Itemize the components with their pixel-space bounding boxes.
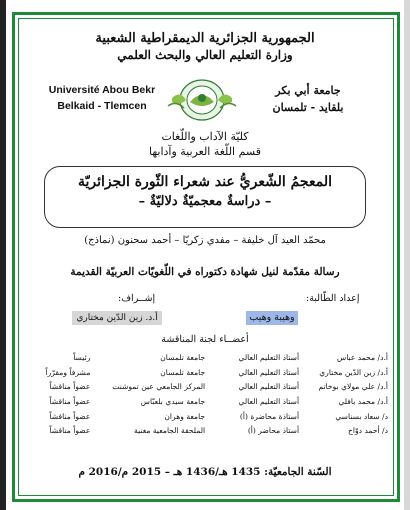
table-row — [20, 394, 390, 409]
table-row — [20, 365, 390, 380]
thesis-poets: محمّد العيد آل خليفة – مفدي زكريّا – أحمد سحنون (نماذج) — [84, 235, 326, 246]
university-name-ar-line2: بلقايد - تلمسان — [272, 101, 344, 114]
academic-year: السّنة الجامعيّة: 1435 هـ/1436 هـ – 2015 م/2016 م — [78, 466, 332, 478]
university-name-fr-line1: Université Abou Bekr — [48, 84, 156, 96]
jury-member-rank: أستاذ التعليم العالي — [238, 382, 300, 392]
jury-member-rank: أستاذ التعليم العالي — [238, 367, 300, 377]
jury-member-rank: أستاذ محاضر (أ) — [247, 426, 300, 436]
faculty-name: كليّة الآداب واللّغات — [161, 130, 249, 143]
jury-member-rank: أستاذ التعليم العالي — [238, 396, 300, 406]
supervisor-label: إشــراف: — [118, 293, 156, 304]
jury-member-institution: الملحقة الجامعية مغنية — [134, 426, 206, 436]
table-row — [20, 350, 390, 365]
jury-member-name: أ.د/ محمد بافلي — [338, 396, 388, 406]
university-name-fr — [32, 82, 172, 114]
university-name-fr-line2: Belkaid - Tlemcen — [57, 100, 147, 112]
university-logo-icon — [166, 76, 238, 124]
student-label: إعداد الطّالبة: — [306, 293, 360, 304]
jury-member-name: د/ سعاد بسناسي — [335, 411, 388, 421]
jury-member-role: عضواً مناقشاً — [49, 426, 91, 436]
student-name: وهيبة وهيب — [246, 311, 298, 325]
ministry-heading: وزارة التعليم العالي والبحث العلمي — [117, 48, 293, 62]
department-name: قسم اللّغة العربية وآدابها — [148, 145, 261, 158]
jury-member-name: د/ أحمد دوّاح — [347, 426, 388, 436]
jury-member-name: أ.د/ محمد عباس — [336, 352, 388, 362]
thesis-statement: رسالة مقدّمة لنيل شهادة دكتوراه في اللّغويّات العربيّة القديمة — [70, 266, 340, 278]
supervisor-name: أ.د. زين الدّين مختاري — [72, 311, 162, 325]
university-name-ar-line1: جامعة أبي بكر — [275, 84, 341, 97]
left-viewer-edge — [0, 0, 6, 510]
jury-title: أعضــاء لجنة المناقشة — [161, 334, 249, 345]
jury-member-institution: المركز الجامعي عين تموشنت — [112, 382, 206, 392]
table-row — [20, 409, 390, 424]
jury-member-rank: أستاذة محاضرة (أ) — [239, 411, 300, 421]
thesis-title: المعجمُ الشّعريُّ عند شعراء الثّورة الجزائريّة — [78, 174, 332, 190]
jury-member-role: عضواً مناقشاً — [49, 411, 91, 421]
jury-member-role: مشرفاً ومقرّراً — [45, 367, 91, 377]
jury-member-name: أ.د/ زين الدّين مختاري — [319, 367, 388, 377]
table-row — [20, 379, 390, 394]
jury-member-role: عضواً مناقشاً — [49, 382, 91, 392]
right-viewer-edge — [404, 0, 410, 510]
jury-member-name: أ.د/ علي مولاي بوخاتم — [318, 382, 388, 392]
university-name-ar — [238, 82, 378, 116]
jury-member-role: رئيساً — [73, 352, 91, 362]
jury-member-role: عضواً مناقشاً — [49, 396, 91, 406]
jury-member-institution: جامعة تلمسان — [160, 352, 206, 362]
thesis-subtitle: – دراسةٌ معجميّةٌ دلاليّةٌ – — [138, 194, 272, 209]
jury-member-institution: جامعة سيدي بلعبّاس — [140, 396, 206, 406]
jury-table — [20, 350, 390, 438]
table-row — [20, 423, 390, 438]
republic-heading: الجمهورية الجزائرية الديمقراطية الشعبية — [95, 31, 315, 46]
jury-member-institution: جامعة تلمسان — [160, 367, 206, 377]
jury-member-institution: جامعة وهران — [164, 411, 206, 421]
jury-member-rank: أستاذ التعليم العالي — [238, 352, 300, 362]
